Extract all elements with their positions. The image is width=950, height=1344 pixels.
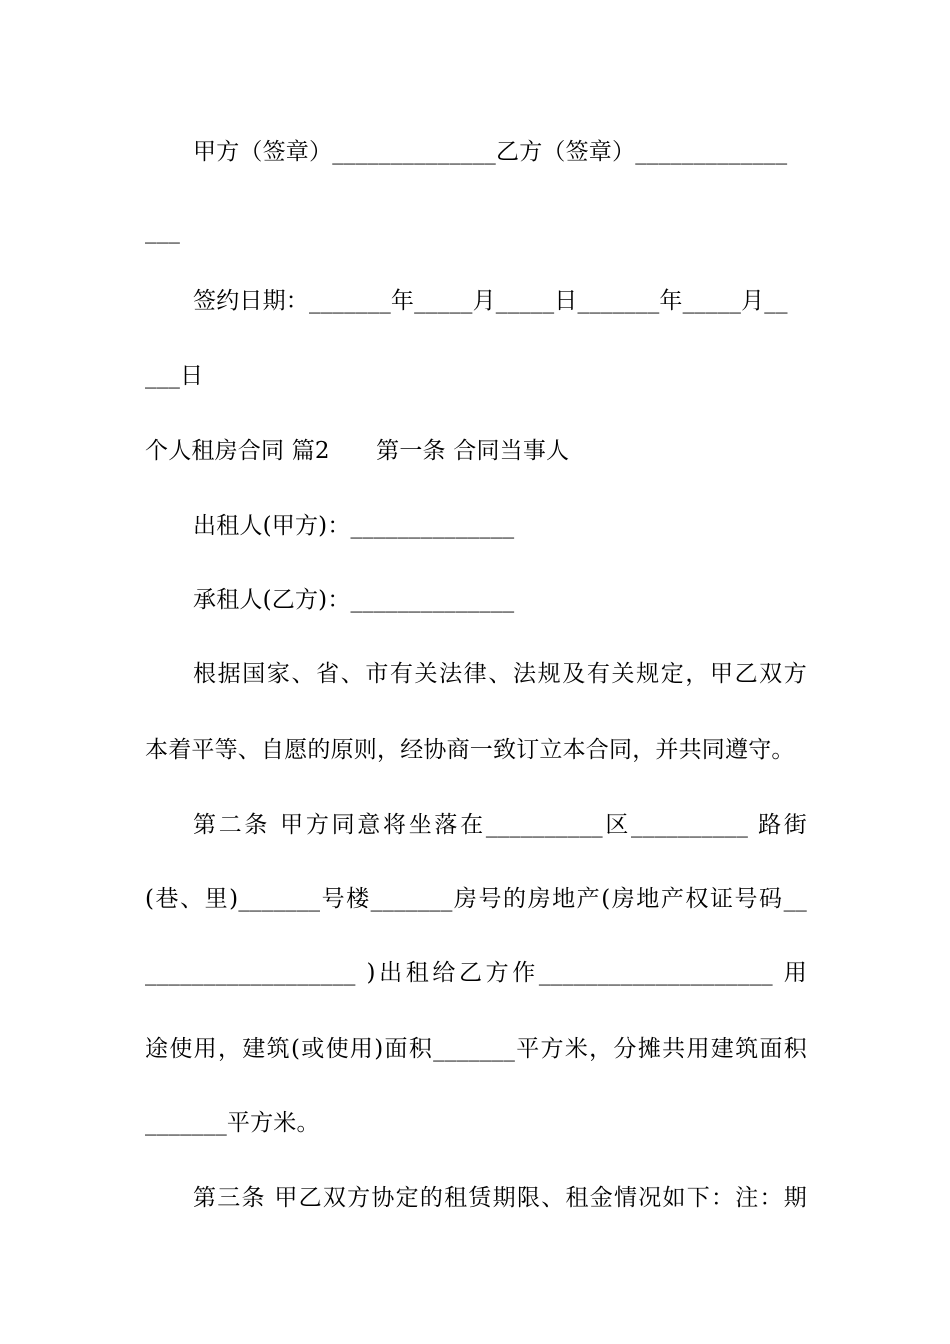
- clause-three-line: 第三条 甲乙双方协定的租赁期限、租金情况如下：注：期: [193, 1185, 807, 1211]
- paragraph-line: 根据国家、省、市有关法律、法规及有关规定，甲乙双方: [193, 661, 807, 687]
- signing-date-line-continued: ___日: [145, 363, 204, 389]
- clause-two-line: __________________ )出租给乙方作____________________ 用: [145, 960, 807, 986]
- clause-two-line: (巷、里)_______号楼_______房号的房地产(房地产权证号码__: [145, 886, 807, 912]
- signing-date-line: 签约日期：_______年_____月_____日_______年_____月__: [193, 288, 788, 314]
- clause-two-line: 途使用，建筑(或使用)面积_______平方米，分摊共用建筑面积: [145, 1036, 807, 1062]
- clause-two-line: 第二条 甲方同意将坐落在__________区__________ 路街: [193, 812, 807, 838]
- clause-two-line: _______平方米。: [145, 1110, 320, 1136]
- lessor-line: 出租人(甲方)：______________: [193, 513, 515, 539]
- section-heading: 个人租房合同 篇2 第一条 合同当事人: [145, 438, 570, 464]
- lessee-line: 承租人(乙方)：______________: [193, 587, 515, 613]
- signature-line-continued: ___: [145, 218, 181, 244]
- signature-line: 甲方（签章）______________乙方（签章）_____________: [193, 139, 788, 165]
- paragraph-line: 本着平等、自愿的原则，经协商一致订立本合同，并共同遵守。: [145, 737, 795, 763]
